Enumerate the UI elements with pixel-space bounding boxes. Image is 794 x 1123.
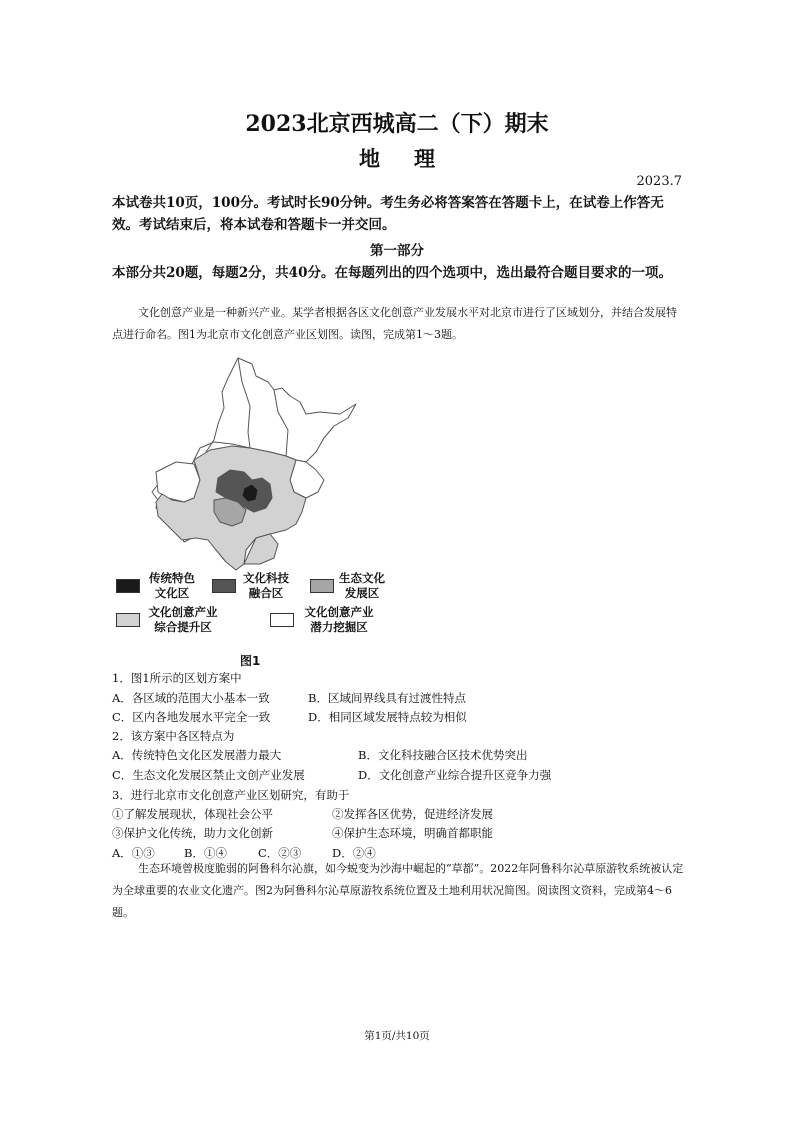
legend-swatch-eco	[310, 579, 334, 593]
question-3-statement-4: ④保护生态环境，明确首都职能	[332, 826, 493, 840]
question-3-option-d: D．②④	[332, 846, 376, 860]
exam-instructions: 本试卷共10页，100分。考试时长90分钟。考生务必将答案答在答题卡上，在试卷上作答无效。考试结束后，将本试卷和答题卡一并交回。	[112, 195, 664, 233]
passage-1: 文化创意产业是一种新兴产业。某学者根据各区文化创意产业发展水平对北京市进行了区域划分，并结合发展特点进行命名。图1为北京市文化创意产业区划图。读图，完成第1～3题。	[112, 306, 677, 341]
page-footer: 第1页/共10页	[364, 1030, 430, 1042]
passage-2: 生态环境曾极度脆弱的阿鲁科尔沁旗，如今蜕变为沙海中崛起的“草都”。2022年阿鲁科尔沁草原游牧系统被认定为全球重要的农业文化遗产。图2为阿鲁科尔沁草原游牧系统位置及土地利用状况简图。阅读图文资料，完成第4～6题。	[112, 862, 684, 919]
question-3-statement-3: ③保护文化传统，助力文化创新	[112, 826, 273, 840]
legend-swatch-comprehensive	[116, 613, 140, 627]
question-2-option-b: B．文化科技融合区技术优势突出	[358, 748, 528, 762]
question-2-option-d: D．文化创意产业综合提升区竞争力强	[358, 768, 552, 782]
subject-title: 地理	[359, 146, 469, 171]
question-2-stem: 2．该方案中各区特点为	[112, 729, 235, 743]
question-1-option-d: D．相同区域发展特点较为相似	[308, 710, 467, 724]
question-3-option-a: A．①③	[112, 846, 155, 860]
question-3-option-b: B．①④	[184, 846, 227, 860]
legend-swatch-traditional	[116, 579, 140, 593]
question-1-option-b: B．区域间界线具有过渡性特点	[308, 691, 466, 705]
question-3-stem: 3．进行北京市文化创意产业区划研究，有助于	[112, 788, 350, 802]
question-1-option-c: C．区内各地发展水平完全一致	[112, 710, 271, 724]
question-3-option-c: C．②③	[258, 846, 302, 860]
part1-title: 第一部分	[370, 243, 424, 259]
legend-swatch-potential	[270, 613, 294, 627]
legend-label-eco: 生态文化 发展区	[339, 571, 385, 600]
legend-label-traditional: 传统特色 文化区	[149, 571, 195, 600]
question-3-statement-2: ②发挥各区优势，促进经济发展	[332, 807, 493, 821]
legend-swatch-tech	[212, 579, 236, 593]
question-1-stem: 1．图1所示的区划方案中	[112, 671, 242, 685]
legend-label-tech: 文化科技 融合区	[243, 571, 289, 600]
question-2-option-a: A．传统特色文化区发展潜力最大	[112, 748, 282, 762]
figure-1-caption: 图1	[240, 654, 261, 668]
legend-label-potential: 文化创意产业 潜力挖掘区	[304, 605, 374, 634]
question-2-option-c: C．生态文化发展区禁止文创产业发展	[112, 768, 305, 782]
question-3-statement-1: ①了解发展现状，体现社会公平	[112, 807, 273, 821]
page-title: 2023北京西城高二（下）期末	[245, 111, 549, 137]
part1-description: 本部分共20题，每题2分，共40分。在每题列出的四个选项中，选出最符合题目要求的一项。	[112, 265, 672, 281]
legend-label-comprehensive: 文化创意产业 综合提升区	[148, 605, 218, 634]
exam-date: 2023.7	[636, 174, 682, 189]
map-legend	[116, 571, 416, 641]
question-1-option-a: A．各区域的范围大小基本一致	[112, 691, 270, 705]
